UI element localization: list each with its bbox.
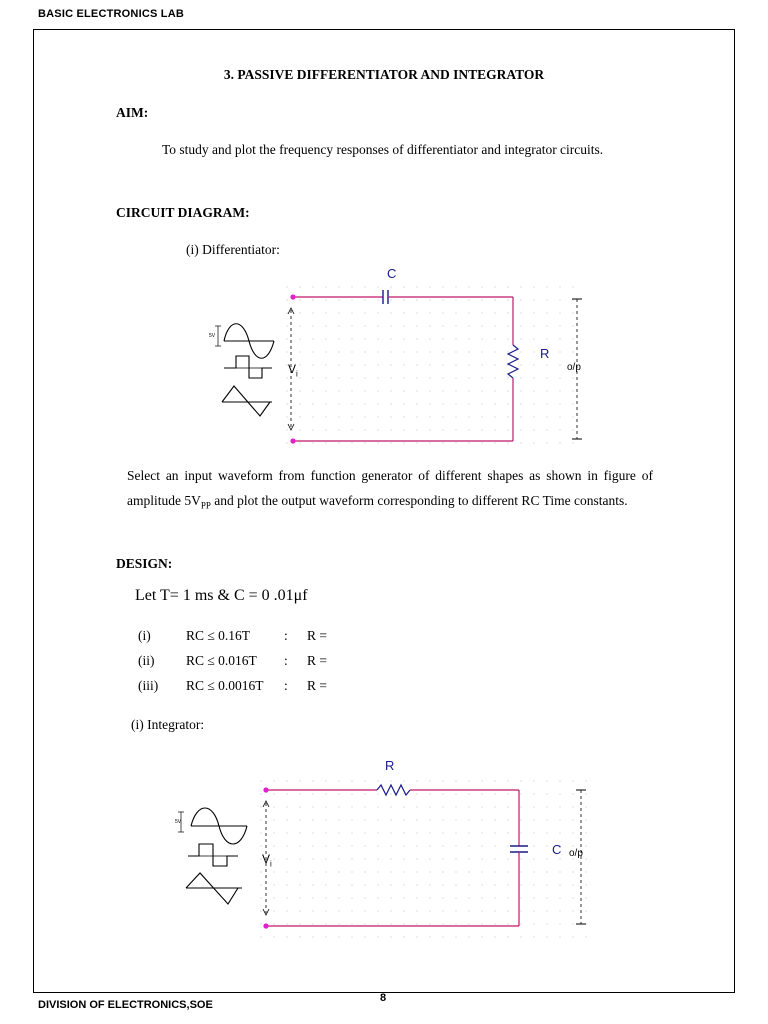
terminal-dot — [263, 923, 268, 928]
output-label: o/p — [567, 362, 581, 373]
aim-heading: AIM: — [116, 105, 149, 120]
aim-text: To study and plot the frequency responses of differentiator and integrator circuits. — [162, 142, 604, 157]
input-waveforms-icon — [215, 324, 274, 416]
running-header: BASIC ELECTRONICS LAB — [38, 8, 184, 20]
terminal-dot — [290, 294, 295, 299]
resistor-label: R — [385, 758, 395, 773]
integrator-circuit — [178, 778, 588, 938]
section-title: 3. PASSIVE DIFFERENTIATOR AND INTEGRATOR — [223, 67, 545, 82]
output-label: o/p — [569, 848, 583, 859]
design-assumption: Let T= 1 ms & C = 0 .01μf — [135, 587, 308, 604]
instruction-text: Select an input waveform from function generator of different shapes as shown in figure of amplitude $5V_{PP}$ and plot the output waveform corresponding to different RC Time constants. — [127, 468, 653, 511]
design-row: (i) RC ≤ 0.16T : R = — [138, 628, 327, 643]
resistor-label: R — [540, 346, 550, 361]
terminal-dot — [263, 787, 268, 792]
vi-label: $V_i$ — [288, 362, 298, 379]
capacitor-label: C — [387, 266, 397, 281]
vi-label: $V_i$ — [262, 852, 272, 869]
capacitor-label: C — [552, 842, 562, 857]
design-row: (ii) RC ≤ 0.016T : R = — [138, 653, 327, 668]
amplitude-label: 5V — [175, 819, 182, 825]
input-waveforms-icon — [178, 808, 247, 904]
design-row: (iii) RC ≤ 0.0016T : R = — [138, 678, 327, 693]
circuit-heading: CIRCUIT DIAGRAM: — [116, 205, 250, 220]
differentiator-label: (i) Differentiator: — [186, 242, 280, 257]
running-footer: DIVISION OF ELECTRONICS,SOE — [38, 999, 213, 1011]
page-number: 8 — [380, 992, 387, 1004]
terminal-dot — [290, 438, 295, 443]
amplitude-label: 5V — [209, 333, 216, 339]
design-heading: DESIGN: — [116, 556, 173, 571]
differentiator-circuit — [215, 285, 582, 445]
integrator-label: (i) Integrator: — [131, 717, 205, 732]
